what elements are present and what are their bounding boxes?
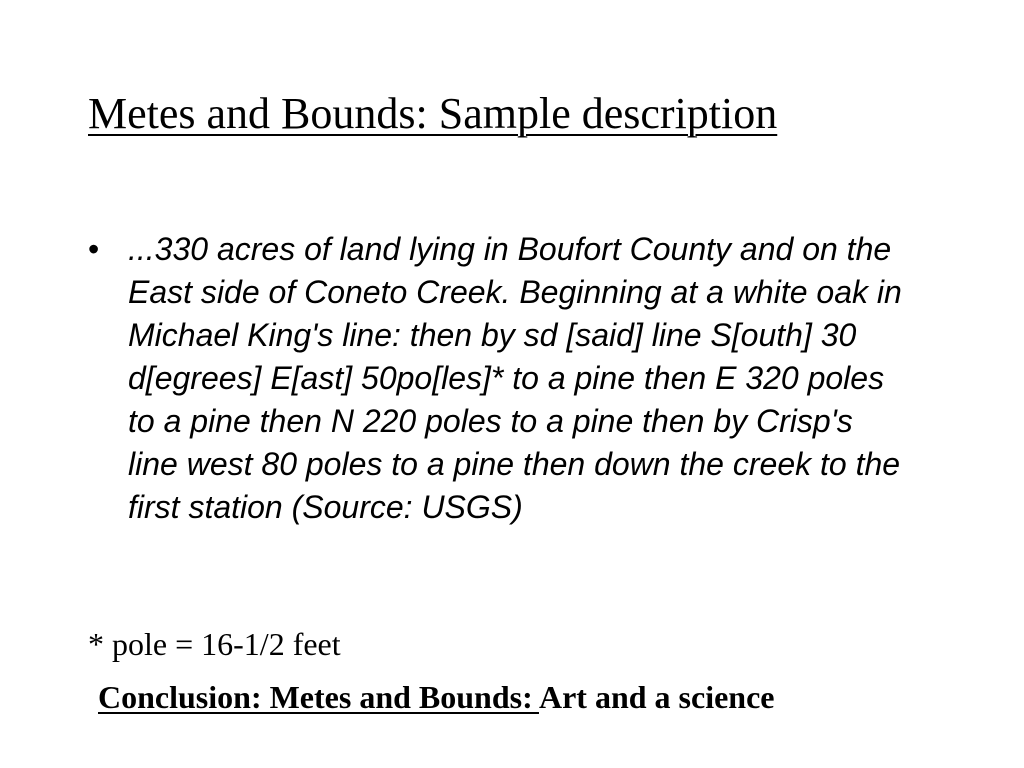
bullet-text: ...330 acres of land lying in Boufort County and on the East side of Coneto Creek. Beginning at a white oak in Michael King's line: then by sd [said] line S[outh] 30 d[egrees] E[ast] 50po[les]* to a pine then E 320 poles to a pine then N 220 poles to a pine then by Crisp's line west 80 poles to a pine then down the creek to the first station (Source: USGS): [128, 231, 902, 525]
bullet-marker: •: [88, 231, 100, 267]
footnote: * pole = 16-1/2 feet: [88, 626, 341, 662]
conclusion-rest: Art and a science: [538, 679, 775, 715]
conclusion-lead: Conclusion: Metes and Bounds:: [98, 679, 539, 715]
slide-title: Metes and Bounds: Sample description: [88, 89, 778, 138]
conclusion: [98, 676, 858, 718]
